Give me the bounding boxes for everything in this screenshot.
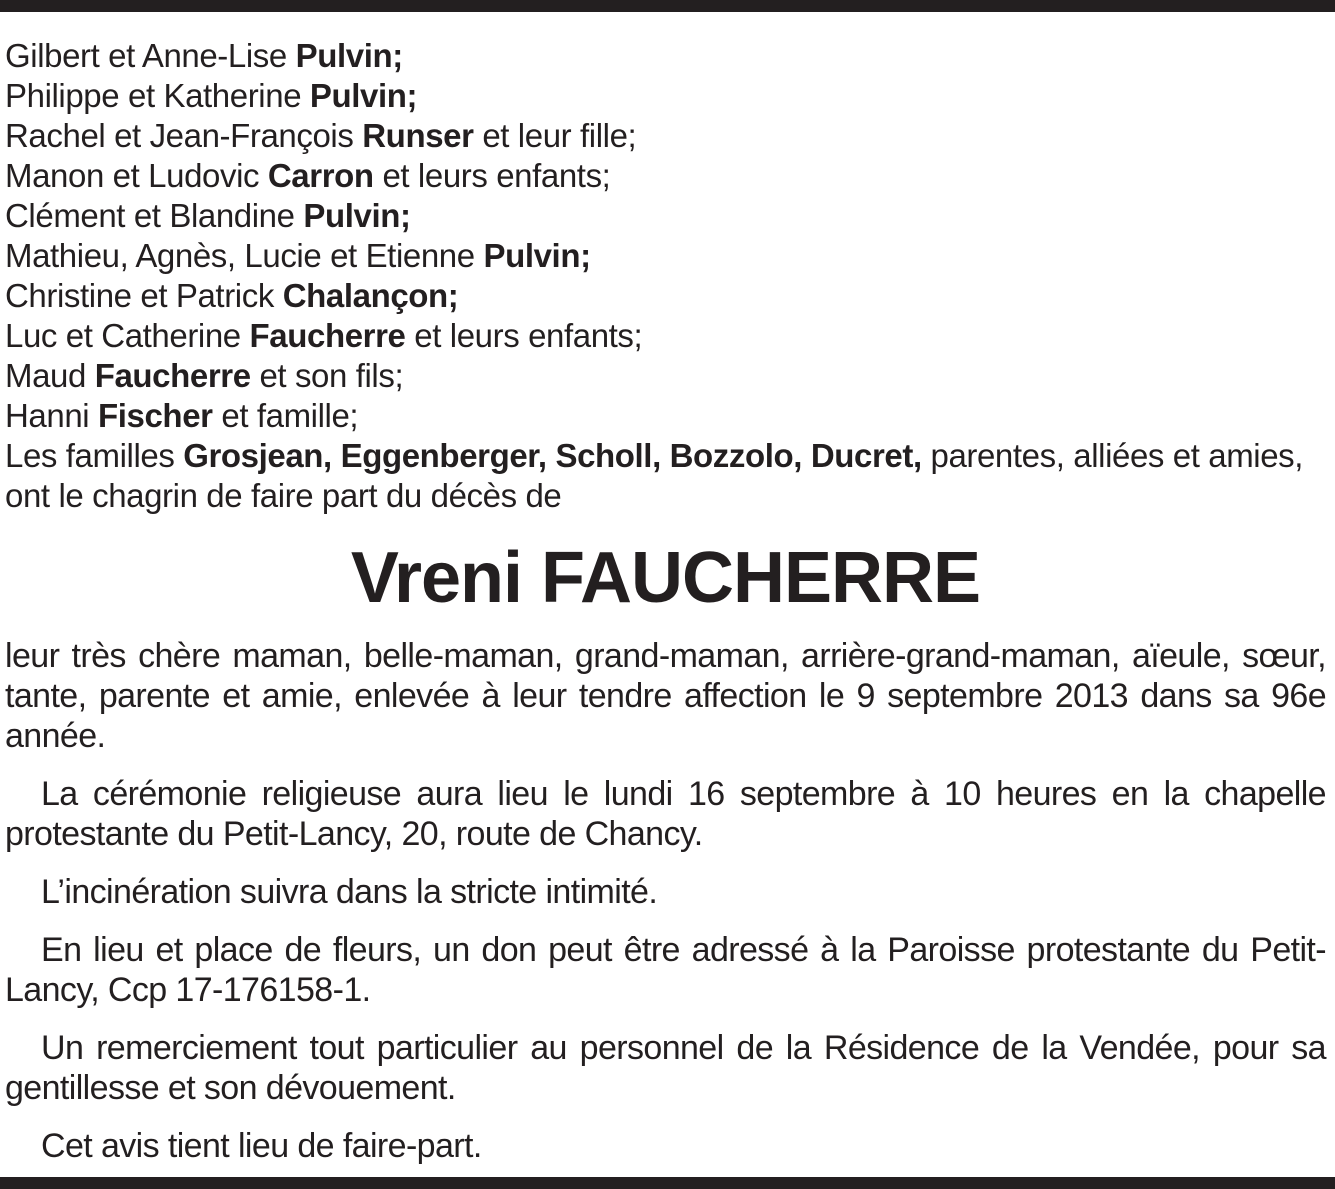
family-line [5, 436, 1326, 476]
notice-paragraph: L’incinération suivra dans la stricte intimité. [41, 873, 658, 911]
family-list [5, 36, 1326, 516]
family-name-bold: Chalançon; [282, 277, 459, 314]
family-line [5, 76, 1326, 116]
family-line-suffix: et son fils; [250, 357, 404, 394]
death-notice [0, 12, 1335, 1166]
family-line [5, 276, 1326, 316]
notice-paragraph: leur très chère maman, belle-maman, grand-maman, arrière-grand-maman, aïeule, sœur, tante, parente et amie, enlevée à leur tendre affection le 9 septembre 2013 dans sa 96e année. [5, 637, 1326, 755]
notice-paragraph: Un remerciement tout particulier au personnel de la Résidence de la Vendée, pour sa gentillesse et son dévouement. [5, 1029, 1326, 1107]
family-line-suffix: et famille; [212, 397, 359, 434]
notice-paragraph: Cet avis tient lieu de faire-part. [41, 1127, 482, 1165]
family-line [5, 476, 1326, 516]
family-line-text: Les familles [5, 437, 184, 474]
family-line-text: Philippe et Katherine [5, 77, 310, 114]
top-rule-bar [0, 0, 1335, 12]
family-name-bold: Pulvin; [303, 197, 411, 234]
family-line-suffix: et leurs enfants; [405, 317, 643, 354]
family-line-text: Hanni [5, 397, 98, 434]
family-name-bold: Runser [362, 117, 474, 154]
family-line [5, 396, 1326, 436]
family-line [5, 36, 1326, 76]
family-line-text: Gilbert et Anne-Lise [5, 37, 296, 74]
family-line [5, 356, 1326, 396]
family-name-bold: Faucherre [249, 317, 406, 354]
family-line-text: Manon et Ludovic [5, 157, 268, 194]
notice-paragraph: En lieu et place de fleurs, un don peut être adressé à la Paroisse protestante du Petit-Lancy, Ccp 17-176158-1. [5, 931, 1326, 1009]
family-name-bold: Fischer [98, 397, 213, 434]
family-line-text: Christine et Patrick [5, 277, 283, 314]
family-name-bold: Grosjean, Eggenberger, Scholl, Bozzolo, Ducret, [183, 437, 922, 474]
family-line [5, 316, 1326, 356]
family-line [5, 156, 1326, 196]
family-line-suffix: et leurs enfants; [373, 157, 611, 194]
family-line-text: Clément et Blandine [5, 197, 304, 234]
family-line [5, 116, 1326, 156]
notice-paragraph: La cérémonie religieuse aura lieu le lundi 16 septembre à 10 heures en la chapelle protestante du Petit-Lancy, 20, route de Chancy. [5, 775, 1326, 853]
family-name-bold: Pulvin; [309, 77, 418, 114]
deceased-name-headline: Vreni FAUCHERRE [350, 538, 981, 618]
family-name-bold: Faucherre [94, 357, 251, 394]
family-line-suffix: et leur fille; [473, 117, 637, 154]
notice-paragraphs [5, 636, 1326, 1166]
family-line-text: Maud [5, 357, 95, 394]
family-line [5, 196, 1326, 236]
family-line-suffix: parentes, alliées et amies, [921, 437, 1304, 474]
family-line-text: Rachel et Jean-François [5, 117, 363, 154]
family-line [5, 236, 1326, 276]
family-line-text: Mathieu, Agnès, Lucie et Etienne [5, 237, 484, 274]
family-name-bold: Carron [267, 157, 374, 194]
family-name-bold: Pulvin; [295, 37, 403, 74]
bottom-rule-bar [0, 1177, 1335, 1189]
family-name-bold: Pulvin; [483, 237, 591, 274]
family-line-text: Luc et Catherine [5, 317, 250, 354]
family-line-text: ont le chagrin de faire part du décès de [5, 477, 562, 514]
